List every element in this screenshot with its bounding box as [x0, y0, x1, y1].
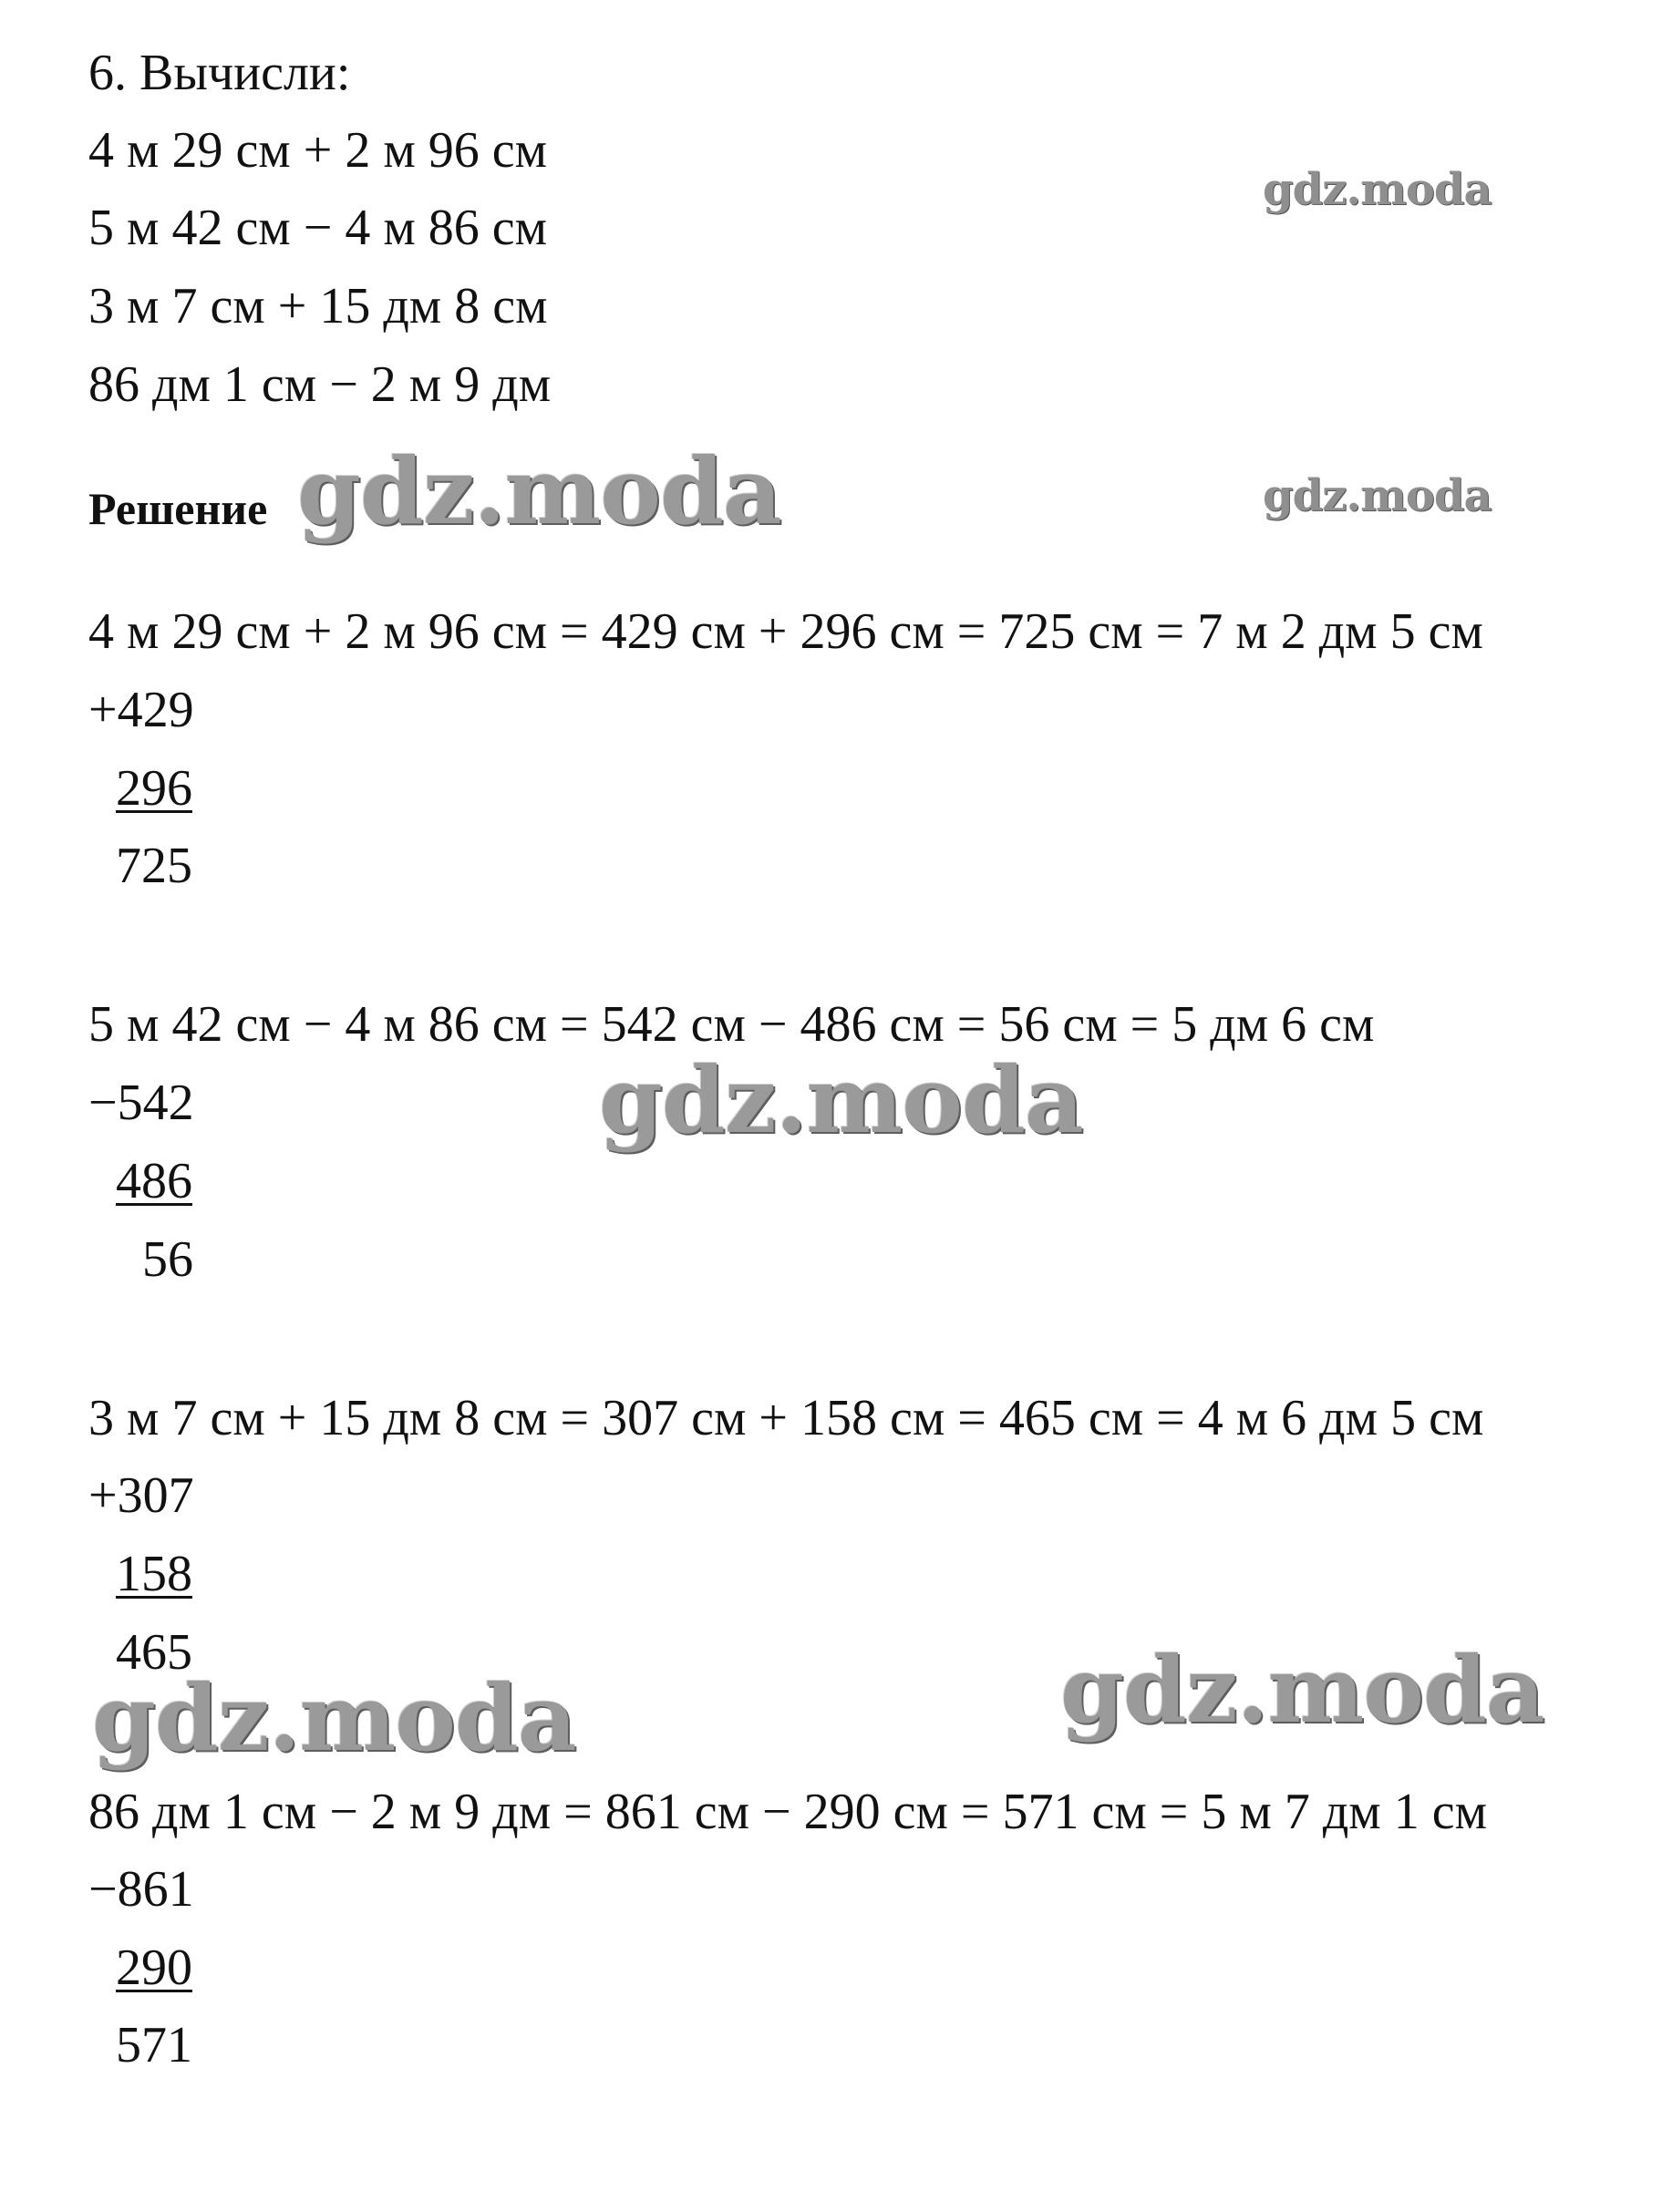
watermark: gdz.moda	[1263, 164, 1492, 215]
step-2-operand-1: −542	[88, 1075, 194, 1131]
step-3-equation: 3 м 7 см + 15 дм 8 см = 307 см + 158 см = 465 см = 4 м 6 дм 5 см	[88, 1390, 1484, 1446]
task-item-4: 86 дм 1 см − 2 м 9 дм	[88, 356, 552, 413]
watermark: gdz.moda	[1060, 1636, 1544, 1744]
watermark: gdz.moda	[1263, 470, 1492, 521]
step-2-operand-2: 486	[116, 1153, 192, 1209]
task-item-2: 5 м 42 см − 4 м 86 см	[88, 200, 548, 256]
step-1-equation: 4 м 29 см + 2 м 96 см = 429 см + 296 см = 725 см = 7 м 2 дм 5 см	[88, 603, 1483, 660]
watermark: gdz.moda	[297, 437, 781, 545]
watermark: gdz.moda	[599, 1046, 1083, 1154]
step-3-operand-2: 158	[116, 1546, 192, 1602]
watermark: gdz.moda	[92, 1664, 576, 1772]
step-4-equation: 86 дм 1 см − 2 м 9 дм = 861 см − 290 см = 571 см = 5 м 7 дм 1 см	[88, 1784, 1488, 1840]
step-1-operand-2: 296	[116, 760, 192, 817]
task-item-3: 3 м 7 см + 15 дм 8 см	[88, 278, 548, 334]
step-4-result: 571	[116, 2017, 192, 2073]
solution-heading: Решение	[88, 483, 268, 534]
step-3-operand-1: +307	[88, 1467, 194, 1524]
task-item-1: 4 м 29 см + 2 м 96 см	[88, 122, 548, 179]
step-1-operand-1: +429	[88, 682, 194, 738]
step-1-result: 725	[116, 838, 192, 894]
step-2-equation: 5 м 42 см − 4 м 86 см = 542 см − 486 см = 56 см = 5 дм 6 см	[88, 996, 1375, 1053]
step-3-result: 465	[116, 1624, 192, 1681]
task-title: 6. Вычисли:	[88, 45, 351, 101]
step-4-operand-2: 290	[116, 1939, 192, 1996]
step-2-result: 56	[142, 1231, 193, 1288]
step-4-operand-1: −861	[88, 1861, 194, 1918]
